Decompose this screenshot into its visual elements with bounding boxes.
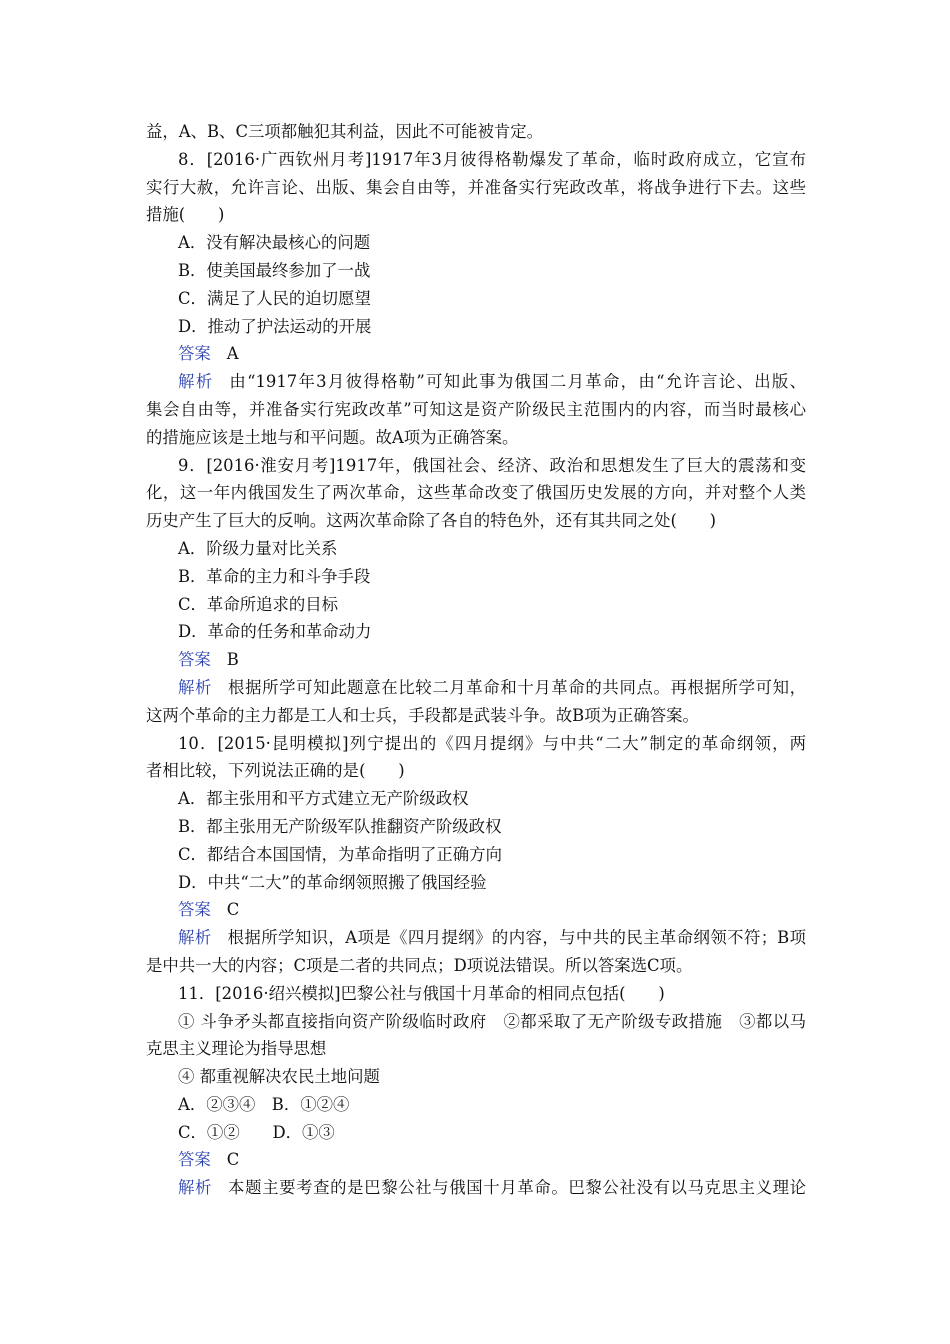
answer-line — [0, 1146, 950, 1174]
option-c: C．满足了人民的迫切愿望 — [178, 288, 371, 308]
answer-value: A — [226, 344, 239, 364]
text-line: 益，A、B、C三项都触犯其利益，因此不可能被肯定。 — [146, 122, 544, 141]
answer-line — [0, 896, 950, 924]
answer-value: C — [226, 900, 240, 920]
analysis-text: 这两个革命的主力都是工人和士兵，手段都是武装斗争。故B项为正确答案。 — [146, 705, 699, 725]
option-d: D．中共“二大”的革命纲领照搬了俄国经验 — [178, 872, 487, 892]
answer-label: 答案 — [178, 900, 211, 920]
answer-label: 答案 — [178, 344, 211, 364]
analysis-label: 解析 — [178, 1178, 213, 1198]
option-b: B．都主张用无产阶级军队推翻资产阶级政权 — [178, 816, 502, 836]
question-8-stem: 措施( ) — [146, 205, 225, 225]
question-9-stem: 历史产生了巨大的反响。这两次革命除了各自的特色外，还有其共同之处( ) — [146, 511, 717, 531]
answer-value: B — [226, 650, 239, 670]
analysis-line — [0, 924, 806, 952]
analysis-label: 解析 — [178, 372, 214, 392]
option-row-cd: C．①② D．①③ — [178, 1122, 335, 1142]
question-11-stem: 11．[2016·绍兴模拟]巴黎公社与俄国十月革命的相同点包括( ) — [178, 983, 665, 1003]
analysis-text: 集会自由等，并准备实行宪政改革”可知这是资产阶级民主范围内的内容，而当时最核心 — [146, 399, 806, 419]
option-a: A．都主张用和平方式建立无产阶级政权 — [178, 789, 469, 809]
question-10-stem: 者相比较，下列说法正确的是( ) — [146, 761, 405, 781]
analysis-label: 解析 — [178, 677, 213, 697]
analysis-text: 的措施应该是土地与和平问题。故A项为正确答案。 — [146, 427, 519, 447]
question-10-stem: 10．[2015·昆明模拟]列宁提出的《四月提纲》与中共“二大”制定的革命纲领，两 — [178, 733, 806, 753]
option-a: A．阶级力量对比关系 — [178, 538, 338, 558]
analysis-text: 是中共一大的内容；C项是二者的共同点；D项说法错误。所以答案选C项。 — [146, 955, 693, 975]
answer-label: 答案 — [178, 1150, 211, 1170]
answer-line — [0, 646, 950, 674]
option-b: B．使美国最终参加了一战 — [178, 260, 371, 280]
question-11-statements: 克思主义理论为指导思想 — [146, 1039, 327, 1059]
analysis-text: 本题主要考查的是巴黎公社与俄国十月革命。巴黎公社没有以马克思主义理论 — [228, 1178, 806, 1198]
analysis-line — [0, 368, 806, 396]
option-d: D．革命的任务和革命动力 — [178, 622, 372, 642]
analysis-text: 由“1917年3月彼得格勒”可知此事为俄国二月革命，由“允许言论、出版、 — [229, 372, 806, 392]
analysis-label: 解析 — [178, 928, 212, 948]
option-b: B．革命的主力和斗争手段 — [178, 566, 371, 586]
answer-value: C — [226, 1150, 240, 1170]
option-a: A．没有解决最核心的问题 — [178, 233, 371, 253]
option-c: C．都结合本国国情，为革命指明了正确方向 — [178, 844, 502, 864]
document-page — [0, 118, 950, 1202]
option-d: D．推动了护法运动的开展 — [178, 316, 372, 336]
option-c: C．革命所追求的目标 — [178, 594, 339, 614]
question-8-stem: 实行大赦，允许言论、出版、集会自由等，并准备实行宪政改革，将战争进行下去。这些 — [146, 177, 806, 197]
question-8-stem: 8．[2016·广西钦州月考]1917年3月彼得格勒爆发了革命，临时政府成立，它宣布 — [178, 149, 806, 169]
question-9-stem: 9．[2016·淮安月考]1917年，俄国社会、经济、政治和思想发生了巨大的震荡和变 — [178, 455, 806, 475]
answer-label: 答案 — [178, 650, 211, 670]
question-11-statements: ④ 都重视解决农民土地问题 — [178, 1067, 380, 1087]
answer-line — [0, 340, 950, 368]
analysis-text: 根据所学知识，A项是《四月提纲》的内容，与中共的民主革命纲领不符；B项 — [227, 928, 806, 948]
question-11-statements: ① 斗争矛头都直接指向资产阶级临时政府 ②都采取了无产阶级专政措施 ③都以马 — [178, 1011, 806, 1031]
option-row-ab: A．②③④ B．①②④ — [178, 1094, 350, 1114]
analysis-line — [0, 674, 806, 702]
question-9-stem: 化，这一年内俄国发生了两次革命，这些革命改变了俄国历史发展的方向，并对整个人类 — [146, 483, 806, 503]
analysis-line — [0, 1174, 806, 1202]
analysis-text: 根据所学可知此题意在比较二月革命和十月革命的共同点。再根据所学可知， — [228, 677, 806, 697]
